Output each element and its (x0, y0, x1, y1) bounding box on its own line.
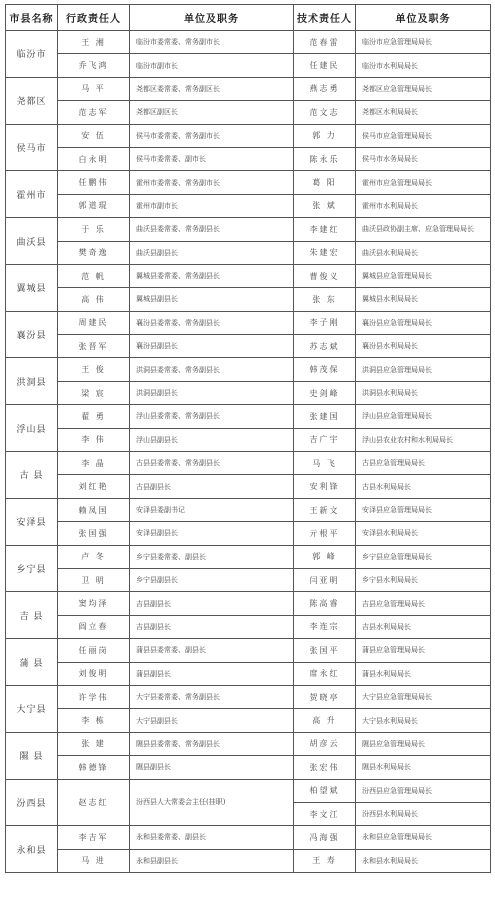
table-row (6, 452, 491, 475)
admin-duty: 大宁县副县长 (130, 709, 294, 732)
tech-person: 安利锋 (294, 475, 356, 498)
table-row (6, 335, 491, 358)
tech-person: 张建国 (294, 405, 356, 428)
table-body (6, 31, 491, 873)
tech-person: 郭 峰 (294, 545, 356, 568)
table-row (6, 756, 491, 779)
tech-person: 陈永乐 (294, 147, 356, 170)
admin-duty: 古县县委常委、常务副县长 (130, 452, 294, 475)
region-name: 古 县 (6, 452, 58, 499)
admin-duty: 蒲县副县长 (130, 662, 294, 685)
admin-duty: 乡宁县委常委、副县长 (130, 545, 294, 568)
region-name: 大宁县 (6, 685, 58, 732)
tech-duty: 翼城县应急管理局局长 (356, 264, 491, 287)
admin-person: 韩德锋 (58, 756, 130, 779)
admin-duty: 霍州市副市长 (130, 194, 294, 217)
admin-person: 马 进 (58, 849, 130, 872)
region-name: 隰 县 (6, 732, 58, 779)
table-row (6, 428, 491, 451)
tech-duty: 乡宁县水利局局长 (356, 568, 491, 591)
admin-person: 李 伟 (58, 428, 130, 451)
region-name: 汾西县 (6, 779, 58, 826)
tech-person: 胡彦云 (294, 732, 356, 755)
table-row (6, 264, 491, 287)
admin-person: 刘红艳 (58, 475, 130, 498)
table-row (6, 194, 491, 217)
admin-person: 王 俊 (58, 358, 130, 381)
tech-duty: 隰县水利局局长 (356, 756, 491, 779)
table-row (6, 31, 491, 54)
admin-duty: 翼城县副县长 (130, 288, 294, 311)
region-name: 安泽县 (6, 498, 58, 545)
table-row (6, 54, 491, 77)
tech-duty: 乡宁县应急管理局局长 (356, 545, 491, 568)
responsibility-table (5, 4, 491, 873)
table-row (6, 475, 491, 498)
tech-person: 范文志 (294, 101, 356, 124)
table-row (6, 709, 491, 732)
region-name: 尧都区 (6, 77, 58, 124)
admin-person: 张 建 (58, 732, 130, 755)
tech-duty: 临汾市应急管理局局长 (356, 31, 491, 54)
admin-duty: 临汾市委常委、常务副市长 (130, 31, 294, 54)
admin-person: 任丽岗 (58, 639, 130, 662)
tech-duty: 永和县应急管理局局长 (356, 826, 491, 849)
admin-person: 郭道琨 (58, 194, 130, 217)
region-name: 乡宁县 (6, 545, 58, 592)
tech-person: 王新文 (294, 498, 356, 521)
region-name: 永和县 (6, 826, 58, 873)
tech-duty: 翼城县水利局局长 (356, 288, 491, 311)
header-admin-duty: 单位及职务 (130, 5, 294, 31)
tech-duty: 浮山县应急管理局局长 (356, 405, 491, 428)
admin-person: 李吉军 (58, 826, 130, 849)
tech-person: 韩茂保 (294, 358, 356, 381)
tech-person: 李建红 (294, 218, 356, 241)
admin-duty: 蒲县县委常委、副县长 (130, 639, 294, 662)
table-row (6, 358, 491, 381)
admin-duty: 曲沃县委常委、常务副县长 (130, 218, 294, 241)
admin-person: 卢 冬 (58, 545, 130, 568)
tech-duty: 曲沃县水利局局长 (356, 241, 491, 264)
admin-duty: 永和县副县长 (130, 849, 294, 872)
table-row (6, 498, 491, 521)
admin-person: 许学伟 (58, 685, 130, 708)
table-row (6, 662, 491, 685)
tech-person: 苏志斌 (294, 335, 356, 358)
admin-person: 王 湘 (58, 31, 130, 54)
table-row (6, 405, 491, 428)
admin-person: 范志军 (58, 101, 130, 124)
admin-person: 乔飞鸿 (58, 54, 130, 77)
table-header-row (6, 5, 491, 31)
tech-duty: 蒲县应急管理局局长 (356, 639, 491, 662)
admin-duty: 霍州市委常委、常务副市长 (130, 171, 294, 194)
tech-person: 柏望斌 (294, 779, 356, 802)
admin-duty: 襄汾县副县长 (130, 335, 294, 358)
tech-person: 史剑峰 (294, 381, 356, 404)
tech-duty: 浮山县农业农村和水利局局长 (356, 428, 491, 451)
admin-person: 窦均泽 (58, 592, 130, 615)
admin-duty: 大宁县委常委、常务副县长 (130, 685, 294, 708)
table-row (6, 218, 491, 241)
tech-person: 吉广宇 (294, 428, 356, 451)
tech-duty: 襄汾县应急管理局局长 (356, 311, 491, 334)
admin-duty: 曲沃县副县长 (130, 241, 294, 264)
admin-person: 梁 宸 (58, 381, 130, 404)
tech-person: 马 飞 (294, 452, 356, 475)
region-name: 霍州市 (6, 171, 58, 218)
tech-duty: 侯马市水务局局长 (356, 147, 491, 170)
tech-duty: 曲沃县政协副主席、应急管理局局长 (356, 218, 491, 241)
admin-duty: 襄汾县委常委、常务副县长 (130, 311, 294, 334)
table-row (6, 241, 491, 264)
tech-person: 亓根平 (294, 522, 356, 545)
admin-duty: 吉县副县长 (130, 592, 294, 615)
tech-duty: 安泽县水利局局长 (356, 522, 491, 545)
tech-duty: 侯马市应急管理局局长 (356, 124, 491, 147)
table-row (6, 779, 491, 802)
tech-duty: 吉县水利局局长 (356, 615, 491, 638)
admin-person: 赖凤国 (58, 498, 130, 521)
region-name: 吉 县 (6, 592, 58, 639)
table-row (6, 147, 491, 170)
region-name: 翼城县 (6, 264, 58, 311)
tech-duty: 霍州市应急管理局局长 (356, 171, 491, 194)
tech-duty: 蒲县水利局局长 (356, 662, 491, 685)
admin-person: 李 栋 (58, 709, 130, 732)
admin-duty: 翼城县委常委、常务副县长 (130, 264, 294, 287)
admin-duty: 安泽县委副书记 (130, 498, 294, 521)
header-admin-person: 行政责任人 (58, 5, 130, 31)
table-row (6, 311, 491, 334)
admin-person: 翟 勇 (58, 405, 130, 428)
admin-duty: 隰县副县长 (130, 756, 294, 779)
tech-person: 陈高睿 (294, 592, 356, 615)
table-row (6, 381, 491, 404)
admin-duty: 永和县委常委、副县长 (130, 826, 294, 849)
table-row (6, 288, 491, 311)
admin-person: 周建民 (58, 311, 130, 334)
tech-person: 张 斌 (294, 194, 356, 217)
tech-duty: 临汾市水利局局长 (356, 54, 491, 77)
tech-person: 张宏伟 (294, 756, 356, 779)
region-name: 临汾市 (6, 31, 58, 78)
admin-person: 白永明 (58, 147, 130, 170)
admin-duty: 侯马市委常委、副市长 (130, 147, 294, 170)
tech-duty: 洪洞县应急管理局局长 (356, 358, 491, 381)
region-name: 襄汾县 (6, 311, 58, 358)
tech-person: 任建民 (294, 54, 356, 77)
table-row (6, 826, 491, 849)
tech-person: 王 寿 (294, 849, 356, 872)
admin-person: 范 帆 (58, 264, 130, 287)
table-row (6, 101, 491, 124)
tech-duty: 霍州市水利局局长 (356, 194, 491, 217)
admin-person: 安 伍 (58, 124, 130, 147)
admin-duty: 尧都区副区长 (130, 101, 294, 124)
admin-person: 张国强 (58, 522, 130, 545)
tech-person: 葛 阳 (294, 171, 356, 194)
admin-person: 李 晶 (58, 452, 130, 475)
tech-person: 席永红 (294, 662, 356, 685)
table-row (6, 732, 491, 755)
tech-person: 贺晓亭 (294, 685, 356, 708)
admin-duty: 古县副县长 (130, 475, 294, 498)
header-tech-duty: 单位及职务 (356, 5, 491, 31)
admin-duty: 洪洞县委常委、常务副县长 (130, 358, 294, 381)
table-row (6, 568, 491, 591)
tech-person: 朱建宏 (294, 241, 356, 264)
admin-duty: 安泽县副县长 (130, 522, 294, 545)
tech-person: 李连宗 (294, 615, 356, 638)
tech-duty: 安泽县应急管理局局长 (356, 498, 491, 521)
region-name: 蒲 县 (6, 639, 58, 686)
region-name: 洪洞县 (6, 358, 58, 405)
admin-person: 刘俊明 (58, 662, 130, 685)
admin-duty: 隰县县委常委、常务副县长 (130, 732, 294, 755)
admin-duty: 尧都区委常委、常务副区长 (130, 77, 294, 100)
admin-person: 卫 明 (58, 568, 130, 591)
tech-person: 郭 力 (294, 124, 356, 147)
admin-duty: 浮山县委常委、常务副县长 (130, 405, 294, 428)
tech-duty: 古县水利局局长 (356, 475, 491, 498)
tech-duty: 大宁县水利局局长 (356, 709, 491, 732)
tech-person: 李文江 (294, 802, 356, 825)
table-row (6, 685, 491, 708)
table-row (6, 592, 491, 615)
admin-person: 任鹏伟 (58, 171, 130, 194)
tech-person: 范春雷 (294, 31, 356, 54)
tech-duty: 汾西县水利局局长 (356, 802, 491, 825)
admin-duty: 侯马市委常委、常务副市长 (130, 124, 294, 147)
header-tech-person: 技术责任人 (294, 5, 356, 31)
admin-duty: 浮山县副县长 (130, 428, 294, 451)
region-name: 曲沃县 (6, 218, 58, 265)
admin-person: 樊奇逸 (58, 241, 130, 264)
admin-duty: 临汾市副市长 (130, 54, 294, 77)
responsibility-table-sheet (5, 4, 490, 873)
table-row (6, 545, 491, 568)
tech-person: 李子刚 (294, 311, 356, 334)
tech-person: 张 东 (294, 288, 356, 311)
admin-duty: 洪洞县副县长 (130, 381, 294, 404)
tech-person: 高 升 (294, 709, 356, 732)
tech-person: 曹俊义 (294, 264, 356, 287)
admin-person: 阎立春 (58, 615, 130, 638)
tech-duty: 古县应急管理局局长 (356, 452, 491, 475)
tech-person: 闫亚明 (294, 568, 356, 591)
tech-duty: 襄汾县水利局局长 (356, 335, 491, 358)
tech-person: 燕志勇 (294, 77, 356, 100)
table-row (6, 171, 491, 194)
tech-duty: 尧都区应急管理局局长 (356, 77, 491, 100)
admin-duty: 乡宁县副县长 (130, 568, 294, 591)
table-row (6, 615, 491, 638)
admin-duty: 吉县副县长 (130, 615, 294, 638)
region-name: 浮山县 (6, 405, 58, 452)
admin-person: 张晋军 (58, 335, 130, 358)
tech-duty: 尧都区水利局局长 (356, 101, 491, 124)
tech-duty: 洪洞县水利局局长 (356, 381, 491, 404)
tech-duty: 汾西县应急管理局局长 (356, 779, 491, 802)
tech-duty: 大宁县应急管理局局长 (356, 685, 491, 708)
tech-duty: 永和县水利局局长 (356, 849, 491, 872)
admin-person: 赵志红 (58, 779, 130, 826)
admin-person: 高 伟 (58, 288, 130, 311)
tech-person: 冯海强 (294, 826, 356, 849)
table-row (6, 124, 491, 147)
table-row (6, 639, 491, 662)
tech-duty: 隰县应急管理局局长 (356, 732, 491, 755)
table-row (6, 849, 491, 872)
table-row (6, 522, 491, 545)
tech-person: 张国平 (294, 639, 356, 662)
table-row (6, 77, 491, 100)
admin-person: 于 乐 (58, 218, 130, 241)
tech-duty: 吉县应急管理局局长 (356, 592, 491, 615)
admin-duty: 汾西县人大常委会主任(挂职) (130, 779, 294, 826)
admin-person: 马 平 (58, 77, 130, 100)
header-region: 市县名称 (6, 5, 58, 31)
region-name: 侯马市 (6, 124, 58, 171)
